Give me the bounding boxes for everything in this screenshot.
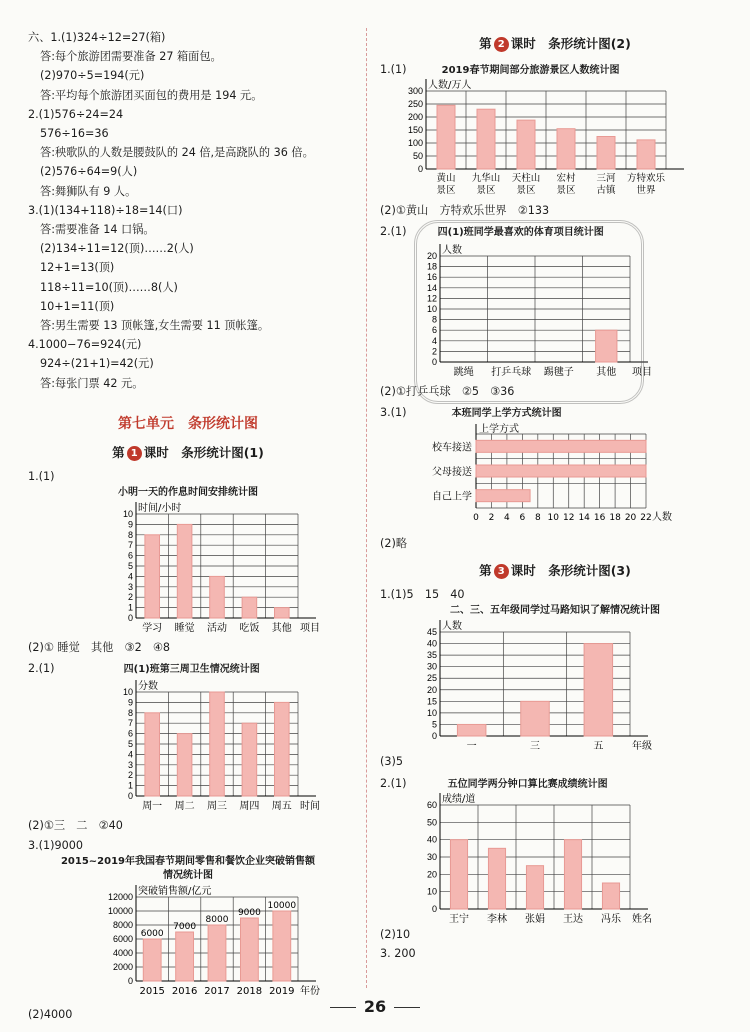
r1-label: 1.(1): [380, 63, 407, 76]
y-tick-label: 40: [426, 638, 437, 649]
y-tick-label: 8: [127, 708, 133, 719]
y-tick-label: 2: [431, 346, 437, 357]
x-tick-label: 2017: [204, 985, 230, 997]
x-tick-label: 10: [547, 513, 559, 524]
answer-line: 924÷(21+1)=42(元): [40, 357, 154, 371]
answer-line: 答:舞狮队有 9 人。: [40, 184, 137, 198]
bar: [145, 713, 160, 796]
y-tick-label: 30: [426, 851, 437, 862]
y-tick-label: 20: [426, 685, 437, 696]
x-tick-label: 景区: [516, 185, 536, 197]
y-tick-label: 5: [431, 719, 437, 730]
y-tick-label: 0: [127, 613, 133, 624]
x-axis-label: 年级: [632, 741, 652, 753]
x-tick-label: 其他: [271, 623, 292, 635]
y-tick-label: 200: [407, 112, 423, 123]
answer-line: 六、1.(1)324÷12=27(箱): [28, 31, 166, 44]
x-tick-label: 2016: [171, 985, 198, 997]
y-tick-label: 自己上学: [432, 491, 472, 503]
y-tick-label: 10: [122, 509, 133, 520]
y-tick-label: 10: [122, 687, 133, 698]
bar: [557, 129, 575, 169]
x-tick-label: 张娟: [525, 913, 545, 925]
data-label: 9000: [237, 907, 261, 918]
q3-label: 3.(1)9000: [28, 838, 83, 852]
y-tick-label: 0: [431, 903, 437, 914]
y-tick-label: 18: [426, 261, 437, 272]
lesson-title: 课时 条形统计图(1): [143, 444, 264, 460]
s1-label: 1.(1)5 15 40: [380, 588, 465, 602]
r1-answer: (2)①黄山 方特欢乐世界 ②133: [380, 204, 550, 218]
y-tick-label: 0: [417, 164, 423, 175]
bar-chart-traffic: [380, 618, 730, 752]
x-axis-label: 时间: [300, 801, 320, 813]
x-tick-label: 8: [534, 513, 541, 524]
lesson-prefix: 第: [479, 563, 492, 579]
x-tick-label: 6: [519, 513, 526, 524]
x-axis-label: 年份: [300, 985, 320, 997]
y-tick-label: 0: [127, 975, 133, 986]
x-tick-label: 跳绳: [453, 366, 474, 378]
x-tick-label: 16: [593, 513, 606, 524]
y-axis-label: 人数: [442, 244, 462, 256]
bar: [208, 925, 226, 981]
x-tick-label: 2019: [269, 985, 295, 997]
y-tick-label: 14: [426, 282, 437, 293]
x-tick-label: 18: [609, 513, 621, 524]
r2-label: 2.(1): [380, 225, 407, 239]
bar: [602, 883, 619, 909]
watermark-stamp: [414, 220, 644, 404]
bar-chart-mental-math: [380, 793, 730, 925]
x-tick-label: 睡觉: [174, 623, 195, 635]
y-tick-label: 60: [426, 799, 437, 810]
r2-answer: (2)①打乒乓球 ②5 ③36: [380, 384, 515, 398]
lesson-number-badge: 2: [494, 37, 509, 52]
y-tick-label: 10: [426, 708, 437, 719]
x-tick-label: 吃饭: [239, 623, 260, 635]
s1-answer: (3)5: [380, 755, 403, 769]
x-tick-label: 4: [504, 513, 510, 524]
y-tick-label: 3: [127, 760, 133, 771]
x-tick-label: 三河: [596, 173, 616, 185]
page-number: [0, 997, 750, 1016]
x-tick-label: 20: [624, 513, 637, 524]
chart-title: 二、三、五年级同学过马路知识了解情况统计图: [450, 605, 660, 617]
bar: [477, 109, 495, 169]
bar: [450, 839, 467, 908]
y-tick-label: 2000: [112, 961, 133, 972]
answer-line: 576÷16=36: [40, 127, 109, 141]
lesson-number-badge: 3: [494, 564, 509, 579]
bar: [273, 911, 291, 981]
y-axis-label: 人数/万人: [428, 80, 472, 92]
y-tick-label: 4: [431, 335, 437, 346]
y-tick-label: 3: [127, 581, 133, 592]
y-tick-label: 20: [426, 250, 437, 261]
y-tick-label: 5: [127, 561, 133, 572]
q1-answer: (2)① 睡觉 其他 ③2 ④8: [28, 641, 171, 655]
y-tick-label: 250: [407, 99, 423, 110]
answer-line: 答:男生需要 13 顶帐篷,女生需要 11 顶帐篷。: [40, 319, 270, 333]
y-tick-label: 父母接送: [432, 467, 472, 479]
bar: [210, 576, 225, 618]
chart-title: 2019春节期间部分旅游景区人数统计图: [441, 65, 620, 76]
bar: [517, 120, 535, 169]
y-tick-label: 6: [127, 729, 133, 740]
lesson-title: 课时 条形统计图(3): [510, 563, 631, 579]
answer-line: 答:需要准备 14 口锅。: [40, 223, 155, 237]
x-tick-label: 0: [473, 513, 479, 524]
y-tick-label: 7: [127, 718, 133, 729]
answer-line: 12+1=13(顶): [40, 261, 115, 275]
y-tick-label: 5: [127, 739, 133, 750]
y-tick-label: 35: [426, 650, 437, 661]
y-tick-label: 50: [426, 817, 437, 828]
bar: [476, 440, 646, 452]
bar: [177, 734, 192, 796]
chart-title: 2015~2019年我国春节期间零售和餐饮企业突破销售额情况统计图: [60, 855, 316, 881]
answer-line: 2.(1)576÷24=24: [28, 107, 124, 121]
y-tick-label: 1: [127, 781, 133, 792]
y-tick-label: 0: [431, 356, 437, 367]
y-tick-label: 6: [431, 324, 437, 335]
x-axis-label: 姓名: [632, 913, 652, 925]
lesson-3-heading: [380, 561, 730, 579]
bar: [275, 608, 290, 618]
y-axis-label: 成绩/道: [442, 793, 476, 805]
y-tick-label: 0: [431, 731, 437, 742]
y-tick-label: 10000: [107, 905, 133, 916]
x-tick-label: 踢毽子: [543, 366, 574, 378]
bar: [275, 703, 290, 797]
y-tick-label: 20: [426, 869, 437, 880]
bar: [240, 918, 258, 981]
lesson-2-heading: [380, 34, 730, 52]
x-tick-label: 2018: [236, 985, 263, 997]
page-dash-left: [330, 1007, 356, 1008]
bar: [177, 524, 192, 618]
bar: [637, 140, 655, 169]
y-tick-label: 50: [412, 151, 423, 162]
lesson-1-heading: [28, 443, 348, 461]
x-tick-label: 14: [578, 513, 590, 524]
s2-answer: (2)10: [380, 927, 411, 941]
bar: [597, 137, 615, 170]
left-column: [28, 28, 348, 1024]
x-axis-label: 项目: [300, 623, 320, 635]
y-tick-label: 校车接送: [432, 442, 472, 454]
bar: [143, 939, 161, 981]
x-tick-label: 打乒乓球: [491, 366, 532, 378]
q3-answer: (2)4000: [28, 1007, 73, 1021]
r3-label: 3.(1): [380, 405, 407, 419]
chart-title: 四(1)班第三周卫生情况统计图: [123, 664, 260, 676]
bar: [457, 725, 486, 737]
y-tick-label: 12: [426, 293, 437, 304]
y-tick-label: 150: [407, 125, 423, 136]
y-axis-label: 突破销售额/亿元: [138, 885, 212, 897]
x-tick-label: 世界: [636, 185, 656, 197]
x-tick-label: 古镇: [596, 185, 616, 197]
x-tick-label: 李林: [487, 913, 507, 925]
y-tick-label: 1: [127, 602, 133, 613]
chart-title: 五位同学两分钟口算比赛成绩统计图: [447, 778, 608, 790]
y-tick-label: 16: [426, 271, 437, 282]
bar: [437, 106, 455, 170]
data-label: 6000: [140, 928, 164, 939]
column-divider: [366, 28, 367, 988]
x-tick-label: 王达: [563, 913, 583, 925]
chart-title: 小明一天的作息时间安排统计图: [118, 487, 258, 499]
y-tick-label: 7: [127, 540, 133, 551]
x-tick-label: 五: [593, 741, 604, 753]
bar-chart-commute: [380, 422, 730, 534]
x-tick-label: 王宁: [449, 913, 469, 925]
chart-title: 本班同学上学方式统计图: [451, 407, 562, 419]
bar: [564, 839, 581, 908]
bar: [242, 724, 257, 797]
x-tick-label: 景区: [436, 185, 456, 197]
y-tick-label: 40: [426, 834, 437, 845]
y-tick-label: 15: [426, 696, 437, 707]
y-tick-label: 2: [127, 770, 133, 781]
y-tick-label: 9: [127, 519, 133, 530]
bar: [521, 702, 550, 737]
lesson-number-badge: 1: [127, 446, 142, 461]
y-tick-label: 25: [426, 673, 437, 684]
bar-chart-tourism: [380, 79, 730, 201]
answer-line: 答:秧歌队的人数是腰鼓队的 24 倍,是高跷队的 36 倍。: [40, 146, 314, 160]
x-tick-label: 方特欢乐: [626, 173, 666, 185]
y-tick-label: 8: [127, 529, 133, 540]
y-axis-label: 人数: [442, 621, 462, 633]
y-tick-label: 9: [127, 697, 133, 708]
y-tick-label: 0: [127, 791, 133, 802]
q2-label: 2.(1): [28, 662, 55, 676]
r3-answer: (2)略: [380, 537, 408, 551]
data-label: 8000: [205, 914, 229, 925]
x-tick-label: 22: [640, 513, 652, 524]
y-axis-label: 时间/小时: [138, 503, 182, 515]
x-tick-label: 天柱山: [511, 173, 541, 185]
y-axis-label: 分数: [138, 681, 158, 693]
x-tick-label: 宏村: [556, 173, 576, 185]
x-tick-label: 冯乐: [601, 913, 621, 925]
bar: [210, 692, 225, 796]
bar: [242, 597, 257, 618]
x-tick-label: 三: [530, 741, 540, 753]
bar: [584, 644, 613, 736]
y-tick-label: 2: [127, 592, 133, 603]
y-tick-label: 8000: [112, 919, 133, 930]
x-axis-label: 项目: [632, 366, 652, 378]
y-tick-label: 45: [426, 627, 437, 638]
answer-line: (2)970÷5=194(元): [40, 69, 145, 83]
bar: [176, 932, 194, 981]
y-tick-label: 4: [127, 571, 133, 582]
x-tick-label: 其他: [596, 366, 617, 378]
y-tick-label: 6000: [112, 933, 133, 944]
x-tick-label: 景区: [556, 185, 576, 197]
bar: [526, 865, 543, 908]
lesson-prefix: 第: [112, 444, 125, 460]
s3-label: 3. 200: [380, 947, 416, 961]
x-tick-label: 2015: [139, 985, 165, 997]
x-tick-label: 学习: [142, 623, 163, 635]
answer-line: 10+1=11(顶): [40, 299, 115, 313]
x-tick-label: 九华山: [471, 173, 501, 185]
answer-line: 答:每个旅游团需要准备 27 箱面包。: [40, 50, 222, 64]
bar: [145, 535, 160, 618]
x-tick-label: 周一: [142, 801, 163, 813]
y-tick-label: 6: [127, 550, 133, 561]
chart-title: 四(1)班同学最喜欢的体育项目统计图: [437, 227, 604, 239]
data-label: 10000: [267, 900, 297, 911]
bar-chart-schedule: [28, 500, 348, 638]
page-dash-right: [394, 1007, 420, 1008]
x-tick-label: 景区: [476, 185, 496, 197]
x-tick-label: 活动: [207, 623, 227, 635]
data-label: 7000: [173, 921, 197, 932]
y-axis-label: 上学方式: [479, 424, 519, 436]
x-tick-label: 周三: [207, 801, 227, 813]
x-tick-label: 12: [563, 513, 575, 524]
y-tick-label: 30: [426, 662, 437, 673]
x-tick-label: 周二: [174, 801, 195, 813]
x-tick-label: 黄山: [436, 173, 456, 185]
y-tick-label: 10: [426, 303, 437, 314]
lesson-title: 课时 条形统计图(2): [510, 36, 631, 51]
y-tick-label: 4000: [112, 947, 133, 958]
bar: [476, 465, 646, 477]
answer-line: (2)576÷64=9(人): [40, 165, 138, 179]
answer-line: (2)134÷11=12(顶)……2(人): [40, 242, 194, 256]
y-tick-label: 300: [407, 86, 423, 97]
bar-chart-hygiene: [28, 678, 348, 816]
x-tick-label: 一: [466, 741, 477, 753]
answer-line: 4.1000−76=924(元): [28, 338, 142, 352]
q2-answer: (2)①三 二 ②40: [28, 819, 123, 833]
answer-lines-unit6: [28, 28, 348, 393]
answer-line: 答:每张门票 42 元。: [40, 376, 144, 390]
lesson-prefix: 第: [479, 36, 492, 51]
bar: [476, 490, 530, 502]
y-tick-label: 10: [426, 886, 437, 897]
x-axis-label: 人数: [652, 512, 672, 524]
q1-label: 1.(1): [28, 469, 55, 483]
y-tick-label: 100: [407, 138, 423, 149]
bar: [488, 848, 505, 909]
y-tick-label: 12000: [107, 891, 133, 902]
unit-title: 第七单元 条形统计图: [118, 415, 258, 432]
right-column: [380, 28, 730, 963]
bar-chart-sales: [28, 883, 348, 1001]
x-tick-label: 周四: [239, 801, 260, 813]
x-tick-label: 周五: [271, 801, 292, 813]
answer-line: 118÷11=10(顶)……8(人): [40, 280, 178, 294]
answer-line: 3.(1)(134+118)÷18=14(口): [28, 203, 183, 217]
page-number-text: 26: [363, 997, 387, 1016]
answer-line: 答:平均每个旅游团买面包的费用是 194 元。: [40, 88, 263, 102]
x-tick-label: 2: [488, 513, 495, 524]
y-tick-label: 4: [127, 749, 133, 760]
s2-label: 2.(1): [380, 776, 407, 790]
y-tick-label: 8: [431, 314, 437, 325]
